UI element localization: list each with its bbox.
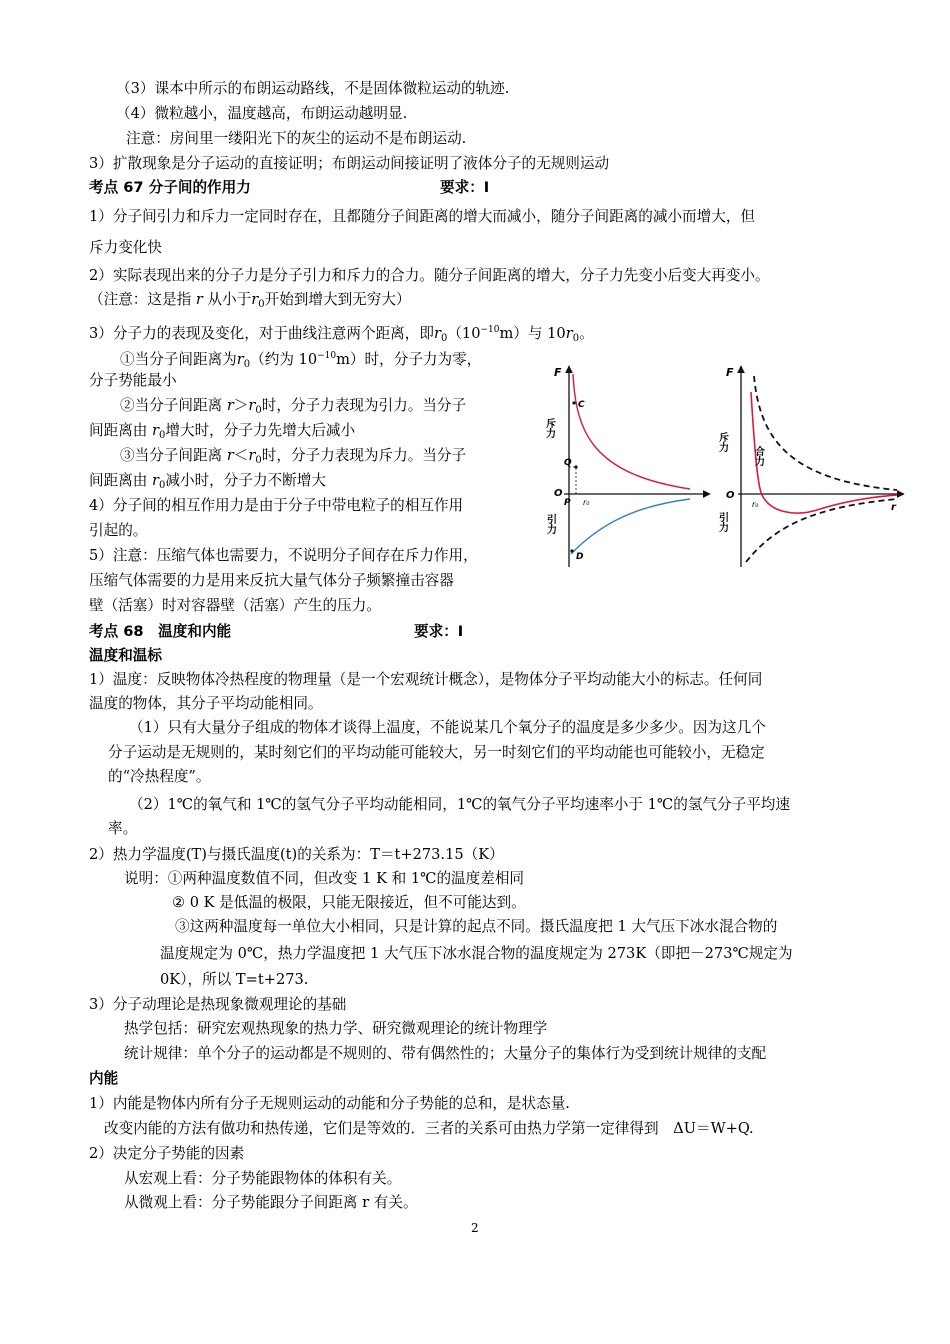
sec67-para-3: 3）分子力的表现及变化，对于曲线注意两个距离，即$r_0(10^{-10}m)$与 $10r_0$。 (89, 325, 594, 344)
case-1b: 分子势能最小 (89, 372, 177, 389)
point-d (570, 549, 573, 552)
subheading-internal-energy: 内能 (89, 1070, 119, 1087)
explain-1: 说明：①两种温度数值不同，但改变 1 K 和 1℃的温度差相同 (124, 870, 525, 887)
temp-sub-2b: 率。 (108, 820, 138, 837)
sec67-para-5c: 壁（活塞）时对容器壁（活塞）产生的压力。 (89, 597, 381, 614)
temp-para-1a: 1）温度：反映物体冷热程度的物理量（是一个宏观统计概念），是物体分子平均动能大小的标志。任何同 (89, 671, 763, 688)
sec67-para-1b: 斥力变化快 (89, 239, 162, 256)
sec67-para-1a: 1）分子间引力和斥力一定同时存在，且都随分子间距离的增大而减小，随分子间距离的减小而增大，但 (89, 208, 756, 225)
left-f-label: F (554, 366, 562, 379)
sec67-para-2: 2）实际表现出来的分子力是分子引力和斥力的合力。随分子间距离的增大，分子力先变小后变大再变小。 (89, 267, 770, 284)
right-r0-label: r₀ (752, 500, 759, 509)
temp-sub-1c: 的“冷热程度”。 (108, 768, 211, 785)
sec67-para-5a: 5）注意：压缩气体也需要力，不说明分子间存在斥力作用， (89, 547, 478, 564)
explain-3c: 0K），所以 T=t+273. (160, 971, 309, 988)
temp-para-2: 2）热力学温度(T)与摄氏温度(t)的关系为：T＝t+273.15（K） (89, 846, 504, 863)
point-q (574, 465, 577, 468)
temp-sub-2a: （2）1℃的氧气和 1℃的氢气分子平均动能相同，1℃的氧气分子平均速率小于 1℃的氢气分子平均速 (129, 796, 790, 813)
left-attraction-label: 引力 (544, 514, 556, 534)
resultant-force-figure (712, 362, 908, 570)
temp-para-3b: 统计规律：单个分子的运动都是不规则的、带有偶然性的；大量分子的集体行为受到统计规律的支配 (124, 1045, 767, 1062)
para-3-diffusion: 3）扩散现象是分子运动的直接证明；布朗运动间接证明了液体分子的无规则运动 (89, 155, 610, 172)
left-origin-label: O (554, 488, 563, 499)
explain-3a: ③这两种温度每一单位大小相同，只是计算的起点不同。摄氏温度把 1 大气压下冰水混合物的 (175, 918, 778, 935)
sec67-para-5b: 压缩气体需要的力是用来反抗大量气体分子频繁撞击容器 (89, 572, 454, 589)
section-67-requirement: 要求：Ⅰ (440, 179, 490, 196)
point-c (572, 401, 575, 404)
left-r0-label: r₀ (583, 498, 590, 507)
temp-para-3: 3）分子动理论是热现象微观理论的基础 (89, 996, 347, 1013)
item-3: （3）课本中所示的布朗运动路线，不是固体微粒运动的轨迹. (116, 80, 510, 97)
subheading-temperature: 温度和温标 (89, 647, 162, 664)
attraction-curve (571, 499, 690, 554)
left-q-label: Q (564, 458, 572, 468)
temp-sub-1a: （1）只有大量分子组成的物体才谈得上温度，不能说某几个氧分子的温度是多少多少。因为这几个 (129, 719, 766, 736)
left-repulsion-label: 斥力 (543, 418, 555, 438)
left-d-label: D (576, 552, 584, 562)
note-line: 注意：房间里一缕阳光下的灰尘的运动不是布朗运动. (126, 130, 467, 147)
repulsion-curve (573, 374, 690, 489)
dashed-repulsion-curve (754, 376, 897, 490)
explain-3b: 温度规定为 0℃，热力学温度把 1 大气压下冰水混合物的温度规定为 273K（即把－273℃规定为 (160, 945, 793, 962)
right-attraction-label: 引力 (716, 512, 728, 532)
sec67-para-4a: 4）分子间的相互作用力是由于分子中带电粒子的相互作用 (89, 497, 464, 514)
explain-2: ② 0 K 是低温的极限，只能无限接近，但不可能达到。 (172, 894, 526, 911)
item-4: （4）微粒越小，温度越高，布朗运动越明显. (116, 105, 408, 122)
case-3b: 间距离由 $r_0$减小时，分子力不断增大 (89, 472, 326, 491)
section-67-title: 考点 67 分子间的作用力 (89, 179, 251, 196)
right-r-label: r (891, 502, 896, 513)
energy-para-1b: 改变内能的方法有做功和热传递，它们是等效的．三者的关系可由热力学第一定律得到 ΔU＝W+Q. (104, 1120, 754, 1137)
section-68-title: 考点 68 温度和内能 (89, 623, 232, 640)
energy-para-1: 1）内能是物体内所有分子无规则运动的动能和分子势能的总和，是状态量. (89, 1095, 570, 1112)
right-repulsion-label: 斥力 (716, 432, 728, 452)
energy-para-2: 2）决定分子势能的因素 (89, 1145, 245, 1162)
temp-sub-1b: 分子运动是无规则的，某时刻它们的平均动能可能较大，另一时刻它们的平均动能也可能较小，无稳定 (108, 744, 765, 761)
right-f-label: F (726, 366, 734, 379)
page-number: 2 (471, 1221, 479, 1235)
energy-para-2a: 从宏观上看：分子势能跟物体的体积有关。 (124, 1170, 402, 1187)
case-2b: 间距离由 $r_0$增大时，分子力先增大后减小 (89, 422, 356, 441)
right-resultant-label: 合力 (752, 446, 764, 466)
temp-para-1b: 温度的物体，其分子平均动能相同。 (89, 695, 323, 712)
right-origin-label: O (726, 490, 735, 501)
left-p-label: P (564, 498, 571, 508)
case-1a: ①当分子间距离为$r_0$（约为 $10^{-10}m$）时，分子力为零， (120, 351, 482, 370)
sec67-para-2-note: （注意：这是指 r 从小于$r_0$开始到增大到无穷大） (89, 291, 411, 310)
case-2a: ②当分子间距离 $r>r_0$时，分子力表现为引力。当分子 (120, 397, 467, 416)
sec67-para-4b: 引起的。 (89, 522, 148, 539)
force-curves-figure (540, 362, 712, 570)
case-3a: ③当分子间距离 $r<r_0$时，分子力表现为斥力。当分子 (120, 447, 467, 466)
left-c-label: C (578, 400, 585, 410)
section-68-requirement: 要求：Ⅰ (414, 623, 464, 640)
temp-para-3a: 热学包括：研究宏观热现象的热力学、研究微观理论的统计物理学 (124, 1020, 548, 1037)
resultant-curve (751, 392, 897, 513)
energy-para-2b: 从微观上看：分子势能跟分子间距离 r 有关。 (124, 1194, 418, 1211)
